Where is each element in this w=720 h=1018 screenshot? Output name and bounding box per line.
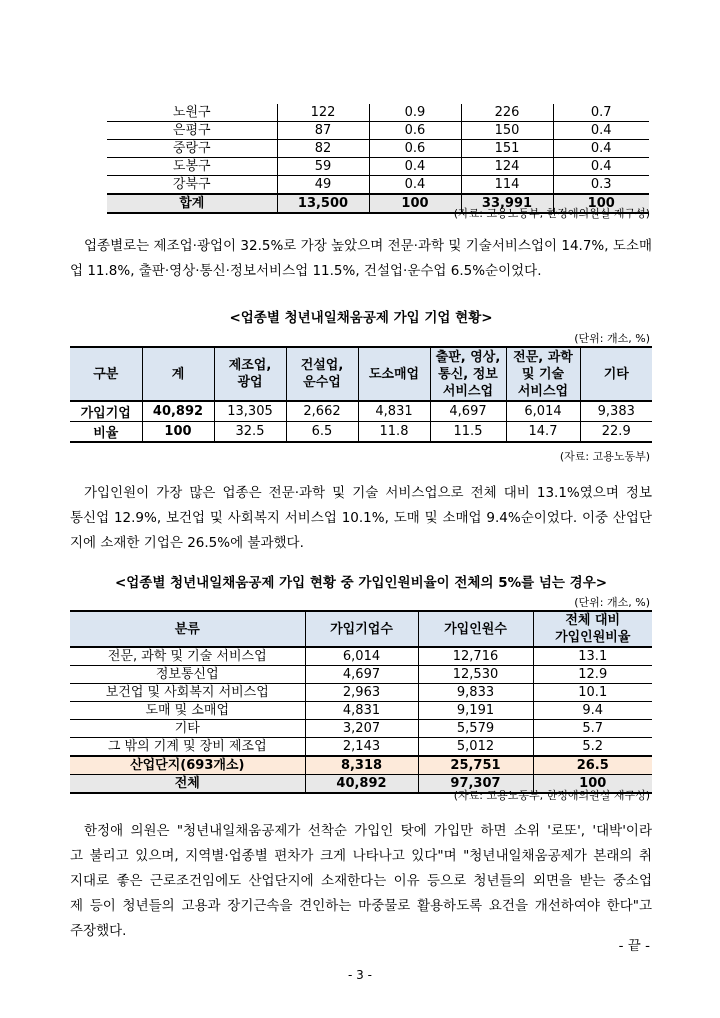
table-cell: 전문, 과학 및 기술 서비스업: [70, 647, 305, 666]
table-row: [107, 122, 649, 140]
paragraph-line: 지에 소재한 기업은 26.5%에 불과했다.: [70, 535, 304, 551]
table-row: [107, 158, 649, 176]
table-cell: 25,751: [418, 756, 533, 775]
table-cell: 6,014: [305, 647, 418, 666]
paragraph-line: 지대로 좋은 근로조건임에도 산업단지에 소재한다는 이유 등으로 청년들의 외면을 받는 중소업: [70, 873, 652, 889]
table-cell: 150: [461, 122, 553, 140]
table-row: [70, 647, 652, 666]
table2-unit: (단위: 개소, %): [574, 332, 650, 345]
table-subtotal-row: [70, 756, 652, 775]
table-cell: 노원구: [107, 104, 277, 122]
table-header: 전체 대비 가입인원비율: [533, 611, 652, 647]
table-header: 출판, 영상, 통신, 정보 서비스업: [430, 347, 506, 401]
table-header: 건설업, 운수업: [286, 347, 358, 401]
table-header: 가입기업수: [305, 611, 418, 647]
table-cell: 9.4: [533, 702, 652, 720]
table-cell: 그 밖의 기계 및 장비 제조업: [70, 738, 305, 757]
table-cell: 8,318: [305, 756, 418, 775]
table3-unit: (단위: 개소, %): [574, 596, 650, 609]
table-header: 기타: [580, 347, 652, 401]
table-cell: 14.7: [506, 422, 580, 443]
industry-members-table: [70, 610, 652, 794]
table2-source: (자료: 고용노동부): [559, 450, 650, 463]
table-cell: 151: [461, 140, 553, 158]
table-cell: 0.4: [553, 140, 649, 158]
table-header: 가입인원수: [418, 611, 533, 647]
table-cell: 도봉구: [107, 158, 277, 176]
table-header: 제조업, 광업: [214, 347, 286, 401]
paragraph-line: 주장했다.: [70, 923, 127, 939]
table-header-row: [70, 347, 652, 401]
paragraph-1: [70, 234, 652, 284]
paragraph-line: 업종별로는 제조업·광업이 32.5%로 가장 높았으며 전문·과학 및 기술서비스업이 14.7%, 도소매: [84, 238, 652, 254]
table-cell: 13.1: [533, 647, 652, 666]
paragraph-2: [70, 481, 652, 556]
paragraph-3: [70, 819, 652, 944]
table-cell: 122: [277, 104, 369, 122]
table-cell: 5,579: [418, 720, 533, 738]
table-cell: 0.4: [369, 176, 461, 195]
table-cell: 82: [277, 140, 369, 158]
district-table: [107, 104, 649, 214]
table-cell: 산업단지(693개소): [70, 756, 305, 775]
table-cell: 13,305: [214, 401, 286, 422]
paragraph-line: 업 11.8%, 출판·영상·통신·정보서비스업 11.5%, 건설업·운수업 6.5%순이었다.: [70, 263, 542, 279]
paragraph-line: 통신업 12.9%, 보건업 및 사회복지 서비스업 10.1%, 도매 및 소매업 9.4%순이었다. 이중 산업단: [70, 510, 652, 526]
table-cell: 100: [142, 422, 214, 443]
table-cell: 97,307: [418, 775, 533, 794]
table-cell: 9,383: [580, 401, 652, 422]
page-number: - 3 -: [348, 968, 372, 982]
table-cell: 40,892: [305, 775, 418, 794]
table-row: [107, 176, 649, 195]
table3-source: (자료: 고용노동부, 한정애의원실 재구성): [453, 789, 650, 802]
table-cell: 4,831: [305, 702, 418, 720]
table-cell: 0.6: [369, 140, 461, 158]
end-mark: - 끝 -: [618, 938, 650, 954]
table-cell: 100: [369, 194, 461, 213]
table-cell: 0.6: [369, 122, 461, 140]
table-cell: 0.7: [553, 104, 649, 122]
table-cell: 32.5: [214, 422, 286, 443]
paragraph-line: 가입인원이 가장 많은 업종은 전문·과학 및 기술 서비스업으로 전체 대비 13.1%였으며 정보: [84, 485, 652, 501]
table-cell: 100: [533, 775, 652, 794]
table-cell: 2,662: [286, 401, 358, 422]
table-cell: 5.2: [533, 738, 652, 757]
table-cell: 5.7: [533, 720, 652, 738]
table-header: 계: [142, 347, 214, 401]
table-cell: 114: [461, 176, 553, 195]
table-cell: 강북구: [107, 176, 277, 195]
table-header-row: [70, 611, 652, 647]
table-cell: 12.9: [533, 666, 652, 684]
paragraph-line: 한정애 의원은 "청년내일채움공제가 선착순 가입인 탓에 가입만 하면 소위 '로또', '대박'이라: [84, 823, 652, 839]
table-cell: 40,892: [142, 401, 214, 422]
table-cell: 11.5: [430, 422, 506, 443]
table-row: [107, 140, 649, 158]
table1-source: (자료: 고용노동부, 한정애의원실 재구성): [453, 207, 650, 220]
table-cell: 11.8: [358, 422, 430, 443]
table-cell: 4,697: [305, 666, 418, 684]
table-cell: 26.5: [533, 756, 652, 775]
table-row: [70, 684, 652, 702]
table-row: [70, 401, 652, 422]
table-cell: 5,012: [418, 738, 533, 757]
table-cell: 비율: [70, 422, 142, 443]
table-header: 도소매업: [358, 347, 430, 401]
table-row: [70, 702, 652, 720]
table-cell: 0.4: [369, 158, 461, 176]
table-cell: 은평구: [107, 122, 277, 140]
table-cell: 4,697: [430, 401, 506, 422]
table-cell: 9,833: [418, 684, 533, 702]
table-cell: 기타: [70, 720, 305, 738]
table-cell: 0.4: [553, 122, 649, 140]
table-cell: 중랑구: [107, 140, 277, 158]
table-cell: 10.1: [533, 684, 652, 702]
table-cell: 0.4: [553, 158, 649, 176]
table3-title: <업종별 청년내일채움공제 가입 현황 중 가입인원비율이 전체의 5%를 넘는 경우>: [114, 575, 608, 591]
table-row: [70, 738, 652, 757]
industry-company-table: [70, 346, 652, 443]
table-header: 구분: [70, 347, 142, 401]
paragraph-line: 제 등이 청년들의 고용과 장기근속을 견인하는 마중물로 활용하도록 요건을 개선하여야 한다"고: [70, 898, 652, 914]
table-cell: 보건업 및 사회복지 서비스업: [70, 684, 305, 702]
table-cell: 49: [277, 176, 369, 195]
table-cell: 정보통신업: [70, 666, 305, 684]
table-cell: 13,500: [277, 194, 369, 213]
table-cell: 도매 및 소매업: [70, 702, 305, 720]
table-row: [70, 720, 652, 738]
table-cell: 12,530: [418, 666, 533, 684]
table-cell: 0.9: [369, 104, 461, 122]
table-cell: 2,143: [305, 738, 418, 757]
paragraph-line: 고 불리고 있으며, 지역별·업종별 편차가 크게 나타나고 있다"며 "청년내일채움공제가 본래의 취: [70, 848, 652, 864]
table-cell: 12,716: [418, 647, 533, 666]
table-cell: 33,991: [461, 194, 553, 213]
table-cell: 100: [553, 194, 649, 213]
table-row: [107, 104, 649, 122]
table-cell: 3,207: [305, 720, 418, 738]
table-cell: 가입기업: [70, 401, 142, 422]
table-cell: 87: [277, 122, 369, 140]
table-cell: 9,191: [418, 702, 533, 720]
table-header: 전문, 과학 및 기술 서비스업: [506, 347, 580, 401]
table-cell: 124: [461, 158, 553, 176]
table2-title: <업종별 청년내일채움공제 가입 기업 현황>: [229, 310, 493, 326]
table-cell: 전체: [70, 775, 305, 794]
table-cell: 합계: [107, 194, 277, 213]
table-row: [70, 422, 652, 443]
table-cell: 6.5: [286, 422, 358, 443]
table-cell: 6,014: [506, 401, 580, 422]
table-cell: 0.3: [553, 176, 649, 195]
table-cell: 59: [277, 158, 369, 176]
table-cell: 22.9: [580, 422, 652, 443]
table-cell: 4,831: [358, 401, 430, 422]
table-cell: 226: [461, 104, 553, 122]
table-cell: 2,963: [305, 684, 418, 702]
table-header: 분류: [70, 611, 305, 647]
table-row: [70, 666, 652, 684]
